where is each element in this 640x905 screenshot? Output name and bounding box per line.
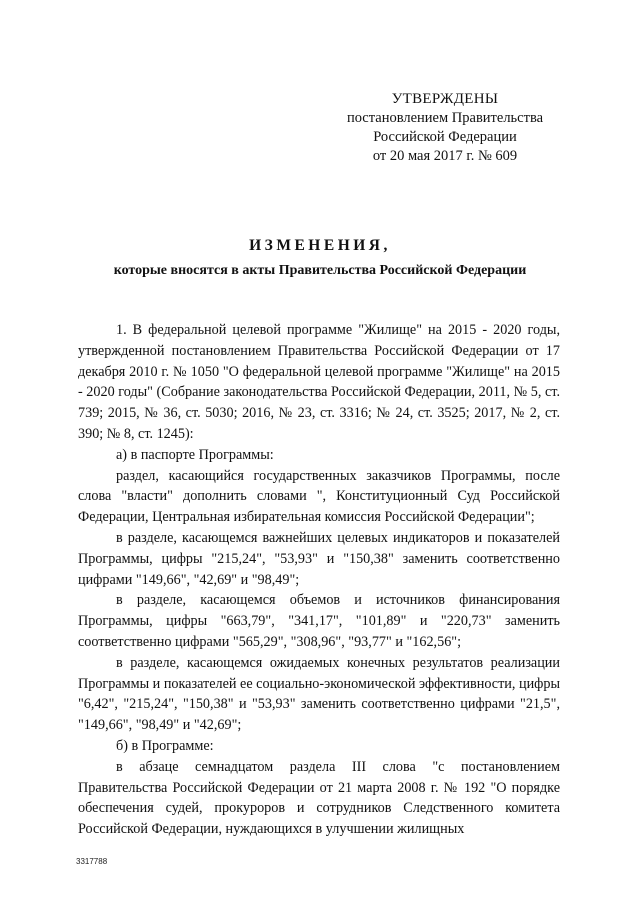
paragraph-3: раздел, касающийся государственных заказчиков Программы, после слова "власти" дополнить словами ", Конституционный Суд Российской Федерации, Центральная избирательная комиссия Российской Федерации"; [78, 467, 560, 526]
paragraph-2: а) в паспорте Программы: [116, 446, 274, 463]
paragraph-6: в разделе, касающемся ожидаемых конечных результатов реализации Программы и показателей ее социально-экономической эффективности, цифры "6,42", "215,24", "150,38" и "53,93" заменить соответственно цифрами "21,5", "149,66", "98,49" и "42,69"; [78, 654, 560, 734]
document-title: ИЗМЕНЕНИЯ, [249, 237, 391, 254]
approval-heading: УТВЕРЖДЕНЫ [391, 91, 499, 107]
document-subtitle: которые вносятся в акты Правительства Российской Федерации [113, 263, 527, 278]
approval-line-date: от 20 мая 2017 г. № 609 [372, 148, 518, 164]
document-body [78, 320, 560, 840]
document-code: 3317788 [76, 857, 108, 866]
paragraph-7: б) в Программе: [116, 737, 214, 754]
approval-line-resolution: постановлением Правительства [346, 110, 544, 126]
paragraph-4: в разделе, касающемся важнейших целевых индикаторов и показателей Программы, цифры "215,24", "53,93" и "150,38" заменить соответственно цифрами "149,66", "42,69" и "98,49"; [78, 529, 560, 588]
paragraph-1: 1. В федеральной целевой программе "Жилище" на 2015 - 2020 годы, утвержденной постановлением Правительства Российской Федерации от 17 декабря 2010 г. № 1050 "О федеральной целевой программе "Жилище" на 2015 - 2020 годы" (Собрание законодательства Российской Федерации, 2011, № 5, ст. 739; 2015, № 36, ст. 5030; 2016, № 23, ст. 3316; № 24, ст. 3525; 2017, № 2, ст. 390; № 8, ст. 1245): [78, 322, 560, 442]
approval-block [340, 90, 550, 166]
approval-line-federation: Российской Федерации [373, 129, 517, 145]
paragraph-5: в разделе, касающемся объемов и источников финансирования Программы, цифры "663,79", "341,17", "101,89" и "220,73" заменить соответственно цифрами "565,29", "308,96", "93,77" и "162,56"; [78, 592, 560, 650]
paragraph-8: в абзаце семнадцатом раздела III слова "с постановлением Правительства Российской Федерации от 21 марта 2008 г. № 192 "О порядке обеспечения судей, прокуроров и сотрудников Следственного комитета Российской Федерации, нуждающихся в улучшении жилищных [78, 758, 560, 838]
